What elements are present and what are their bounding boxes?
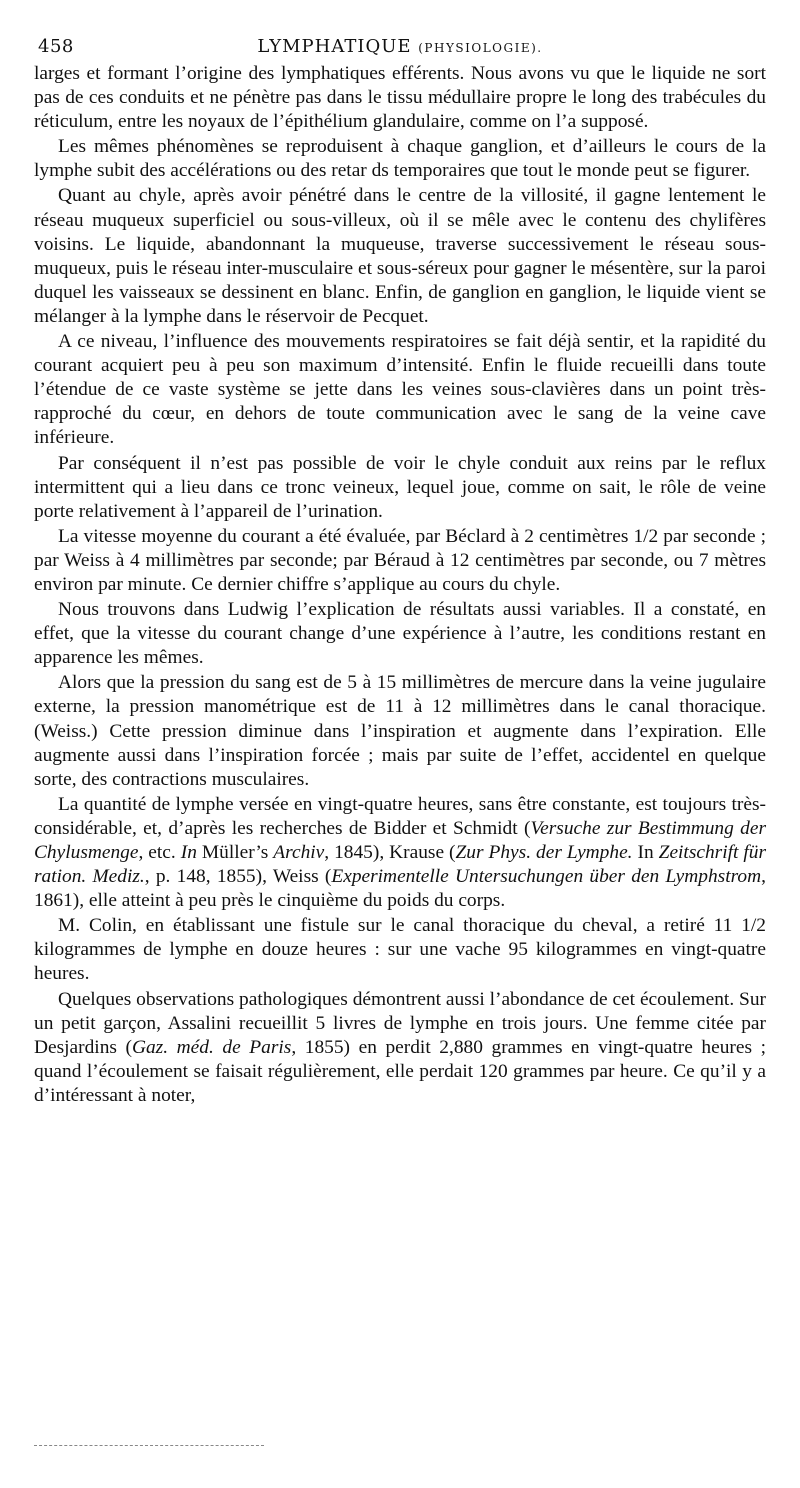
running-title [34,36,766,57]
body-text [34,62,766,1108]
paragraph: Alors que la pression du sang est de 5 à 15 millimètres de mercure dans la veine jugulaire externe, la pression manométrique est de 11 à 12 millimètres dans le canal thoracique. (Weiss.) Cette pression diminue dans l’inspiration et augmente dans l’expiration. Elle augmente aussi dans l’inspiration forcée ; mais par suite de l’effet, accidentel en quelque sorte, des contractions musculaires. [34,672,766,790]
paragraph: Nous trouvons dans Ludwig l’explication de résultats aussi variables. Il a constaté, en effet, que la vitesse du courant change d’une expérience à l’autre, les conditions restant en apparence les mêmes. [34,599,766,669]
paragraph: Par conséquent il n’est pas possible de voir le chyle conduit aux reins par le reflux intermittent qui a lieu dans ce tronc veineux, lequel joue, comme on sait, le rôle de veine porte relativement à l’appareil de l’urination. [34,452,766,522]
text-run: , 1855) en perdit 2,880 grammes en vingt-quatre heures ; quand l’écoulement se faisait régulièrement, elle perdait 120 grammes par heure. Ce qu’il y a d’intéressant à noter, [34,1036,767,1106]
text-run: Müller’s [196,842,274,863]
text-run: , 1845), Krause ( [324,842,456,863]
reference-journal: Gaz. méd. de Paris [131,1036,292,1058]
page-number: 458 [38,36,74,57]
text-run: , p. 148, 1855), Weiss ( [144,866,332,888]
footer-rule [34,1445,264,1448]
running-title-main: LYMPHATIQUE [257,36,412,57]
reference-journal: Zeitschrift für ration. Mediz. [34,842,766,888]
paragraph-references [34,988,766,1108]
reference-title: Experimentelle Untersuchungen über den Lymphstrom [331,866,762,888]
reference-title: Versuche zur Bestimmung der Chylusmenge [34,817,766,863]
paragraph: La vitesse moyenne du courant a été évaluée, par Béclard à 2 centimètres 1/2 par seconde ; par Weiss à 4 millimètres par seconde; par Béraud à 12 centimètres par seconde, ou 7 mètres environ par minute. Ce dernier chiffre s’applique au cours du chyle. [34,525,766,595]
text-run: Quelques observations pathologiques démontrent aussi l’abondance de cet écoulement. Sur un petit garçon, Assalini recueillit 5 livres de lymphe en trois jours. Une femme citée par Desjardins ( [34,988,766,1058]
running-title-sub: (PHYSIOLOGIE). [418,41,543,55]
text-run: , 1861), elle atteint à peu près le cinquième du poids du corps. [34,866,766,912]
reference-title: Zur Phys. der Lymphe. [455,842,633,863]
text-run: La quantité de lymphe versée en vingt-quatre heures, sans être constante, est toujours très-considérable, et, d’après les recherches de Bidder et Schmidt ( [34,793,766,839]
paragraph: Quant au chyle, après avoir pénétré dans le centre de la villosité, il gagne lentement le réseau muqueux superficiel ou sous-villeux, où il se mêle avec le contenu des chylifères voisins. Le liquide, abandonnant la muqueuse, traverse successivement le réseau sous-muqueux, puis le réseau inter-musculaire et sous-séreux pour gagner le mésentère, sur la paroi duquel les vaisseaux se dessinent en blanc. Enfin, de ganglion en ganglion, le liquide vient se mélanger à la lymphe dans le réservoir de Pecquet. [34,185,766,327]
paragraph-references [34,793,766,913]
paragraph: Les mêmes phénomènes se reproduisent à chaque ganglion, et d’ailleurs le cours de la lymphe subit des accélérations ou des retar ds temporaires que tout le monde peut se figurer. [34,136,766,182]
text-run: , etc. [138,842,181,863]
reference-in: In [180,842,197,863]
text-run: In [632,842,659,863]
page-header [34,28,766,62]
paragraph: M. Colin, en établissant une fistule sur le canal thoracique du cheval, a retiré 11 1/2 kilogrammes de lymphe en douze heures : sur une vache 95 kilogrammes en vingt-quatre heures. [34,915,766,985]
reference-journal: Archiv [273,842,325,863]
paragraph: larges et formant l’origine des lymphatiques efférents. Nous avons vu que le liquide ne sort pas de ces conduits et ne pénètre pas dans le tissu médullaire propre le long des trabécules du réticulum, entre les noyaux de l’épithélium glandulaire, comme on l’a supposé. [34,63,766,133]
paragraph: A ce niveau, l’influence des mouvements respiratoires se fait déjà sentir, et la rapidité du courant acquiert peu à peu son maximum d’intensité. Enfin le fluide recueilli dans toute l’étendue de ce vaste système se jette dans les veines sous-clavières dans un point très-rapproché du cœur, en dehors de toute communication avec le sang de la veine cave inférieure. [34,331,766,449]
